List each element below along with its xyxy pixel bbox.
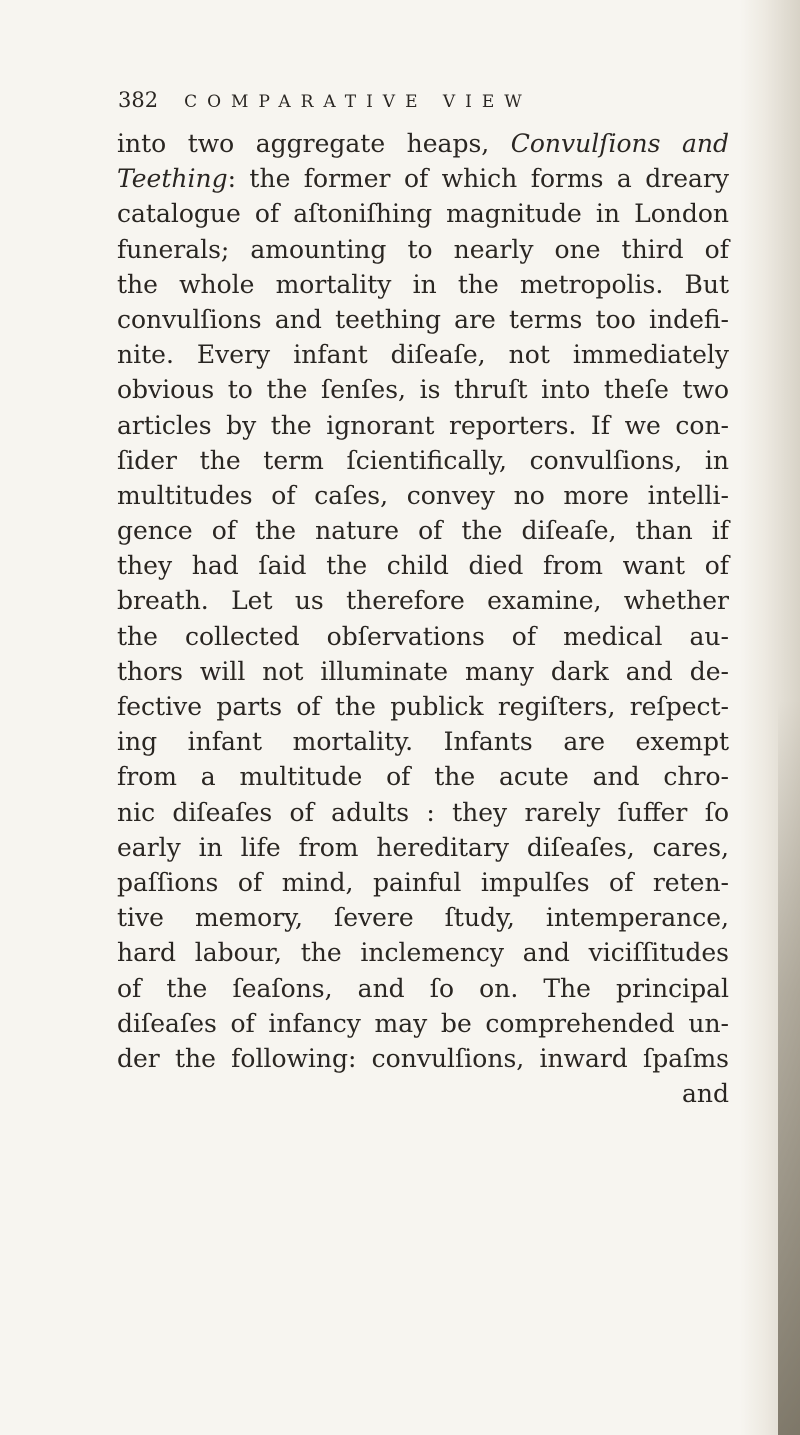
text-segment: tive memory, ſevere ſtudy, intemperance, [117, 903, 729, 933]
text-segment: funerals; amounting to nearly one third of [117, 234, 729, 264]
text-line [117, 654, 729, 689]
text-line [117, 935, 729, 970]
running-title: COMPARATIVE VIEW [184, 92, 532, 112]
text-segment: breath. Let us therefore examine, whether [117, 586, 729, 616]
text-line [117, 126, 729, 161]
body-text [117, 126, 729, 1111]
text-line [117, 971, 729, 1006]
text-line [117, 548, 729, 583]
text-line [117, 865, 729, 900]
text-segment: fective parts of the publick regiſters, reſpect- [117, 692, 729, 721]
text-segment: hard labour, the inclemency and viciſſitudes [117, 938, 729, 968]
text-segment: nic diſeaſes of adults : they rarely ſuffer ſo [117, 797, 729, 827]
text-line [117, 161, 729, 196]
italic-text: Convulſions and [510, 129, 730, 158]
text-line [117, 232, 729, 267]
page-edge-binding [778, 700, 800, 1435]
running-head [118, 88, 718, 122]
text-line [117, 337, 729, 372]
text-line [117, 443, 729, 478]
text-segment: der the following: convulſions, inward ſpaſms [117, 1043, 729, 1073]
text-segment: paſſions of mind, painful impulſes of reten- [117, 867, 729, 897]
text-segment: the collected obſervations of medical au- [117, 621, 729, 651]
text-segment: into two aggregate heaps, [117, 129, 511, 158]
text-line [117, 900, 729, 935]
text-segment: and [681, 1079, 729, 1109]
text-line [117, 408, 729, 443]
page-number: 382 [118, 88, 159, 112]
text-segment: articles by the ignorant reporters. If we con- [117, 410, 729, 440]
text-line [117, 513, 729, 548]
text-line [117, 759, 729, 794]
text-line [117, 830, 729, 865]
text-segment: of the ſeaſons, and ſo on. The principal [117, 973, 729, 1003]
text-segment: : the former of which forms a dreary [227, 164, 729, 194]
text-line [117, 689, 729, 724]
text-line [117, 267, 729, 302]
text-segment: obvious to the ſenſes, is thruſt into theſe two [117, 375, 729, 405]
text-segment: gence of the nature of the diſeaſe, than if [117, 516, 729, 546]
text-line [117, 795, 729, 830]
text-segment: multitudes of caſes, convey no more intelli- [117, 480, 729, 510]
text-segment: from a multitude of the acute and chro- [117, 762, 729, 792]
italic-text: Teething [117, 164, 228, 194]
text-line [117, 302, 729, 337]
text-segment: early in life from hereditary diſeaſes, cares, [117, 832, 729, 862]
text-line [117, 1041, 729, 1076]
text-segment: diſeaſes of infancy may be comprehended un- [117, 1008, 729, 1038]
text-line [117, 478, 729, 513]
text-line [117, 196, 729, 231]
text-segment: ſider the term ſcientifically, convulſions, in [117, 445, 729, 475]
text-line [117, 583, 729, 618]
text-line [117, 1076, 729, 1111]
text-segment: ing infant mortality. Infants are exempt [117, 727, 729, 757]
text-segment: convulſions and teething are terms too indefi- [117, 304, 729, 334]
text-line [117, 372, 729, 407]
text-line [117, 724, 729, 759]
text-segment: nite. Every infant diſeaſe, not immediately [117, 340, 729, 370]
text-segment: catalogue of aſtoniſhing magnitude in London [117, 199, 729, 229]
text-line [117, 619, 729, 654]
text-segment: the whole mortality in the metropolis. But [117, 269, 729, 299]
text-segment: they had ſaid the child died from want of [117, 551, 729, 581]
text-line [117, 1006, 729, 1041]
text-segment: thors will not illuminate many dark and de- [117, 656, 729, 686]
